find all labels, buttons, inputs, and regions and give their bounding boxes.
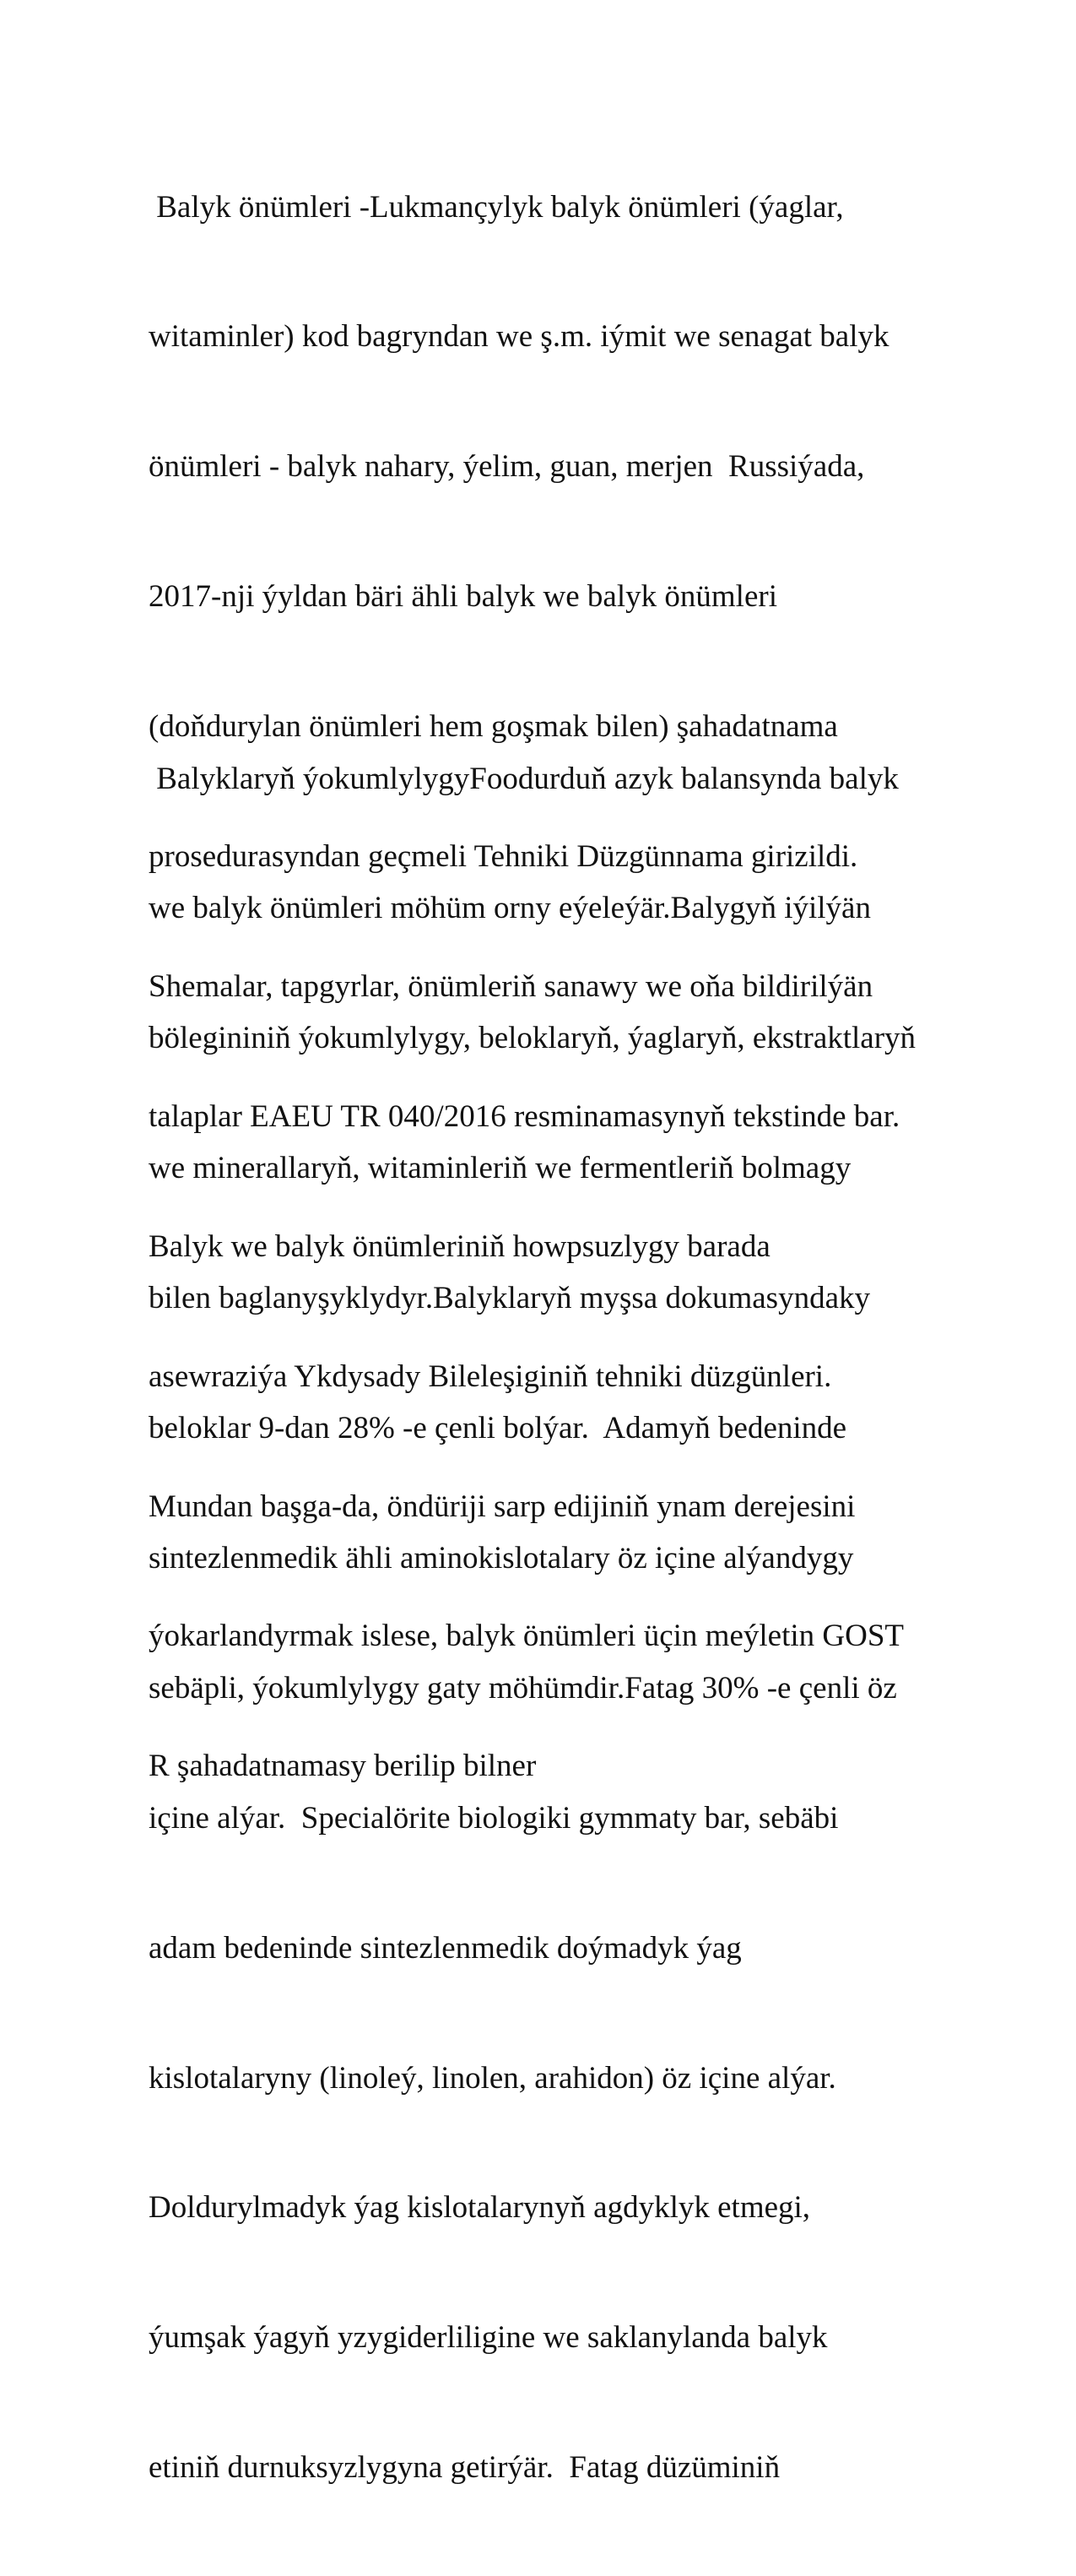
text-line: içine alýar. Specialörite biologiki gymmaty bar, sebäbi: [149, 1800, 839, 1836]
text-line: ýumşak ýagyň yzygiderliligine we saklanylanda balyk: [149, 2320, 828, 2356]
text-line: witaminler) kod bagryndan we ş.m. iýmit we senagat balyk: [149, 319, 889, 355]
text-line: we minerallaryň, witaminleriň we fermentleriň bolmagy: [149, 1151, 852, 1186]
text-line: etiniň durnuksyzlygyna getirýär. Fatag düzüminiň: [149, 2450, 781, 2486]
text-line: Balyk we balyk önümleriniň howpsuzlygy barada: [149, 1228, 771, 1264]
text-line: prosedurasyndan geçmeli Tehniki Düzgünnama girizildi.: [149, 839, 858, 875]
text-line: R şahadatnamasy berilip bilner: [149, 1749, 537, 1784]
text-line: bilen baglanyşyklydyr.Balyklaryň myşsa dokumasyndaky: [149, 1281, 870, 1316]
text-line: asewraziýa Ykdysady Bileleşiginiň tehniki düzgünleri.: [149, 1359, 832, 1394]
text-line: sebäpli, ýokumlylygy gaty möhümdir.Fatag 30% -e çenli öz: [149, 1670, 897, 1706]
text-line: (doňdurylan önümleri hem goşmak bilen) şahadatnama: [149, 709, 838, 745]
text-line: kislotalaryny (linoleý, linolen, arahidon) öz içine alýar.: [149, 2060, 836, 2096]
text-line: 2017-nji ýyldan bäri ähli balyk we balyk önümleri: [149, 579, 777, 615]
text-line: ýokarlandyrmak islese, balyk önümleri üçin meýletin GOST: [149, 1619, 904, 1654]
text-line: önümleri - balyk nahary, ýelim, guan, merjen Russiýada,: [149, 449, 865, 485]
text-line: beloklar 9-dan 28% -e çenli bolýar. Adamyň bedeninde: [149, 1411, 847, 1446]
text-line: we balyk önümleri möhüm orny eýeleýär.Balygyň iýilýän: [149, 891, 871, 926]
text-line: Balyk önümleri -Lukmançylyk balyk önümleri (ýaglar,: [149, 189, 844, 225]
text-line: Doldurylmadyk ýag kislotalarynyň agdyklyk etmegi,: [149, 2190, 811, 2226]
text-line: sintezlenmedik ähli aminokislotalary öz içine alýandygy: [149, 1540, 854, 1575]
text-line: Mundan başga-da, öndüriji sarp edijiniň ynam derejesini: [149, 1489, 856, 1524]
text-line: Balyklaryň ýokumlylygyFoodurduň azyk balansynda balyk: [149, 761, 899, 796]
text-line: adam bedeninde sintezlenmedik doýmadyk ýag: [149, 1930, 742, 1966]
text-line: Shemalar, tapgyrlar, önümleriň sanawy we oňa bildirilýän: [149, 968, 873, 1004]
paragraph-fish-nutrition: [149, 670, 992, 2576]
text-line: bölegininiň ýokumlylygy, beloklaryň, ýaglaryň, ekstraktlaryň: [149, 1021, 916, 1056]
text-line: talaplar EAEU TR 040/2016 resminamasynyň tekstinde bar.: [149, 1098, 900, 1134]
